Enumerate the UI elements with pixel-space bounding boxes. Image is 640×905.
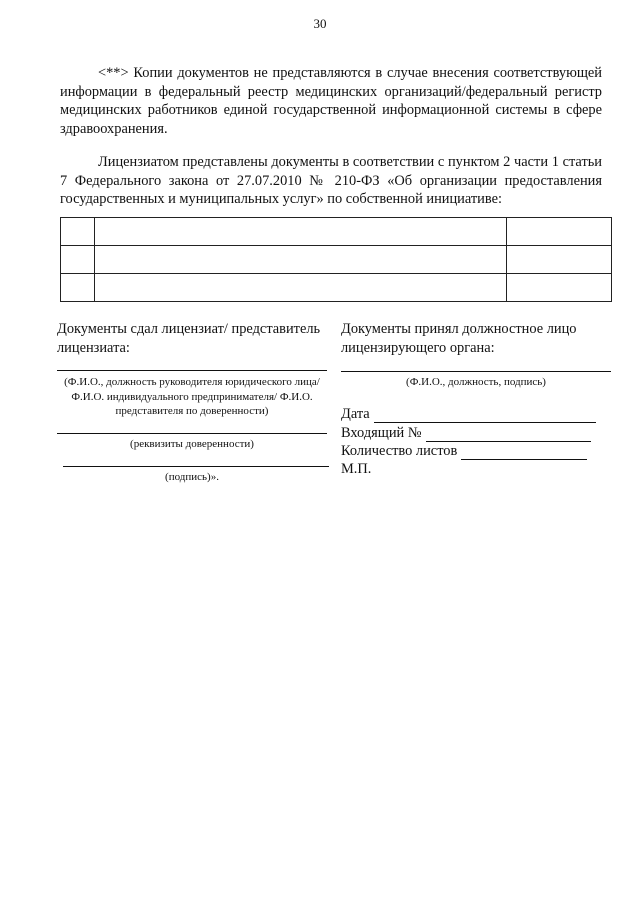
documents-table-cell bbox=[95, 218, 507, 246]
receiver-fio-caption: (Ф.И.О., должность, подпись) bbox=[406, 376, 546, 388]
date-field bbox=[341, 405, 613, 423]
documents-table-cell bbox=[61, 274, 95, 302]
submitter-fio-caption: (Ф.И.О., должность руководителя юридического лица/Ф.И.О. индивидуального предпринимателя/ Ф.И.О. представителя по доверенности) bbox=[64, 376, 320, 417]
stamp-field bbox=[341, 460, 613, 478]
documents-table-cell bbox=[507, 218, 612, 246]
power-of-attorney-line bbox=[57, 433, 327, 434]
date-label: Дата bbox=[341, 406, 370, 422]
submitter-fio-line bbox=[57, 370, 327, 371]
submitter-heading: Документы сдал лицензиат/ представитель лицензиата: bbox=[57, 321, 321, 356]
documents-table-cell bbox=[95, 246, 507, 274]
documents-table-cell bbox=[95, 274, 507, 302]
initiative-paragraph: Лицензиатом представлены документы в соответствии с пунктом 2 части 1 статьи 7 Федерального закона от 27.07.2010 № 210-ФЗ «Об организации предоставления государственных и муниципальных услуг» по собственной инициативе: bbox=[60, 154, 602, 207]
documents-table-row bbox=[61, 246, 612, 274]
documents-table-cell bbox=[507, 246, 612, 274]
date-blank bbox=[374, 409, 596, 423]
incoming-number-blank bbox=[426, 428, 591, 442]
incoming-number-field bbox=[341, 424, 613, 442]
documents-table-row bbox=[61, 218, 612, 246]
page-number: 30 bbox=[313, 16, 327, 31]
submitter-signature-caption: (подпись)». bbox=[165, 471, 219, 483]
incoming-number-label: Входящий № bbox=[341, 425, 422, 441]
sheet-count-blank bbox=[461, 446, 587, 460]
sheet-count-field bbox=[341, 442, 613, 460]
documents-table-row bbox=[61, 274, 612, 302]
documents-table bbox=[60, 217, 612, 302]
sheet-count-label: Количество листов bbox=[341, 443, 458, 459]
power-of-attorney-caption: (реквизиты доверенности) bbox=[130, 438, 254, 450]
documents-table-cell bbox=[507, 274, 612, 302]
documents-table-cell bbox=[61, 246, 95, 274]
receiver-heading: Документы принял должностное лицо лицензирующего органа: bbox=[341, 321, 577, 356]
note-paragraph: <**> Копии документов не представляются в случае внесения соответствующей информации в федеральный реестр медицинских организаций/федеральный регистр медицинских работников единой государственной информационной системы в сфере здравоохранения. bbox=[60, 65, 602, 137]
documents-table-cell bbox=[61, 218, 95, 246]
stamp-label: М.П. bbox=[341, 461, 372, 477]
submitter-signature-line bbox=[63, 466, 329, 467]
receiver-fio-line bbox=[341, 371, 611, 372]
